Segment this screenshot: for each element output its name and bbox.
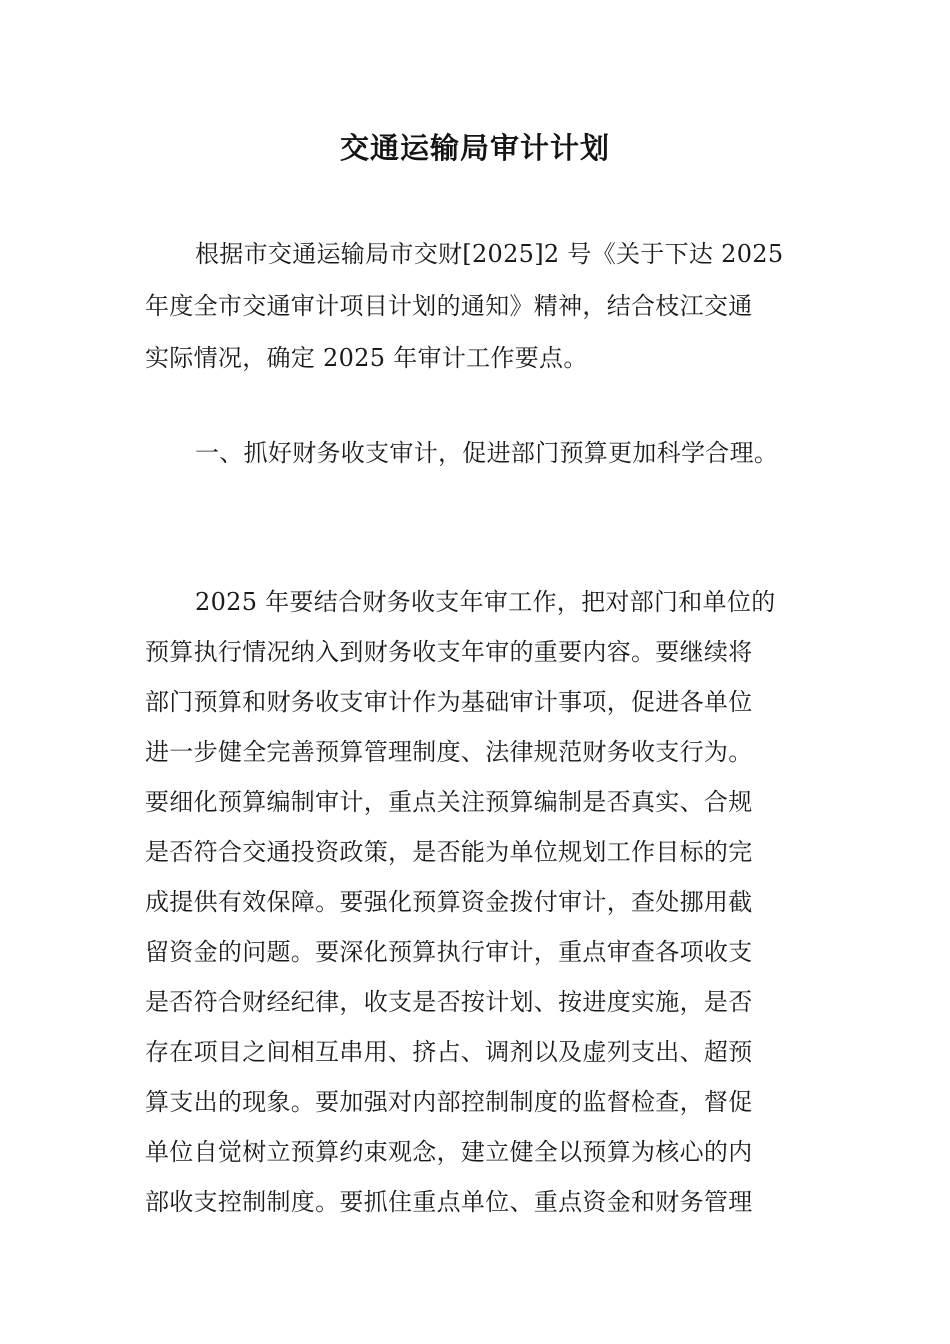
body-line-1: 2025 年要结合财务收支年审工作，把对部门和单位的 [195,588,776,616]
section-heading: 一、抓好财务收支审计，促进部门预算更加科学合理。 [195,439,779,467]
body-line-2: 预算执行情况纳入到财务收支年审的重要内容。要继续将 [145,638,753,666]
body-line-8: 留资金的问题。要深化预算执行审计，重点审查各项收支 [145,938,753,966]
intro-line-3: 实际情况，确定 2025 年审计工作要点。 [145,344,588,372]
body-line-9: 是否符合财经纪律，收支是否按计划、按进度实施，是否 [145,988,753,1016]
document-title: 交通运输局审计计划 [339,131,610,165]
body-line-11: 算支出的现象。要加强对内部控制制度的监督检查，督促 [145,1088,753,1116]
intro-line-1: 根据市交通运输局市交财[2025]2 号《关于下达 2025 [195,240,784,268]
body-line-3: 部门预算和财务收支审计作为基础审计事项，促进各单位 [145,688,753,716]
body-line-12: 单位自觉树立预算约束观念，建立健全以预算为核心的内 [145,1138,753,1166]
intro-line-2: 年度全市交通审计项目计划的通知》精神，结合枝江交通 [145,292,753,320]
body-line-13: 部收支控制制度。要抓住重点单位、重点资金和财务管理 [145,1188,753,1216]
body-line-5: 要细化预算编制审计，重点关注预算编制是否真实、合规 [145,788,753,816]
body-line-4: 进一步健全完善预算管理制度、法律规范财务收支行为。 [145,738,753,766]
body-line-10: 存在项目之间相互串用、挤占、调剂以及虚列支出、超预 [145,1038,753,1066]
body-line-7: 成提供有效保障。要强化预算资金拨付审计，查处挪用截 [145,888,753,916]
body-line-6: 是否符合交通投资政策，是否能为单位规划工作目标的完 [145,838,753,866]
